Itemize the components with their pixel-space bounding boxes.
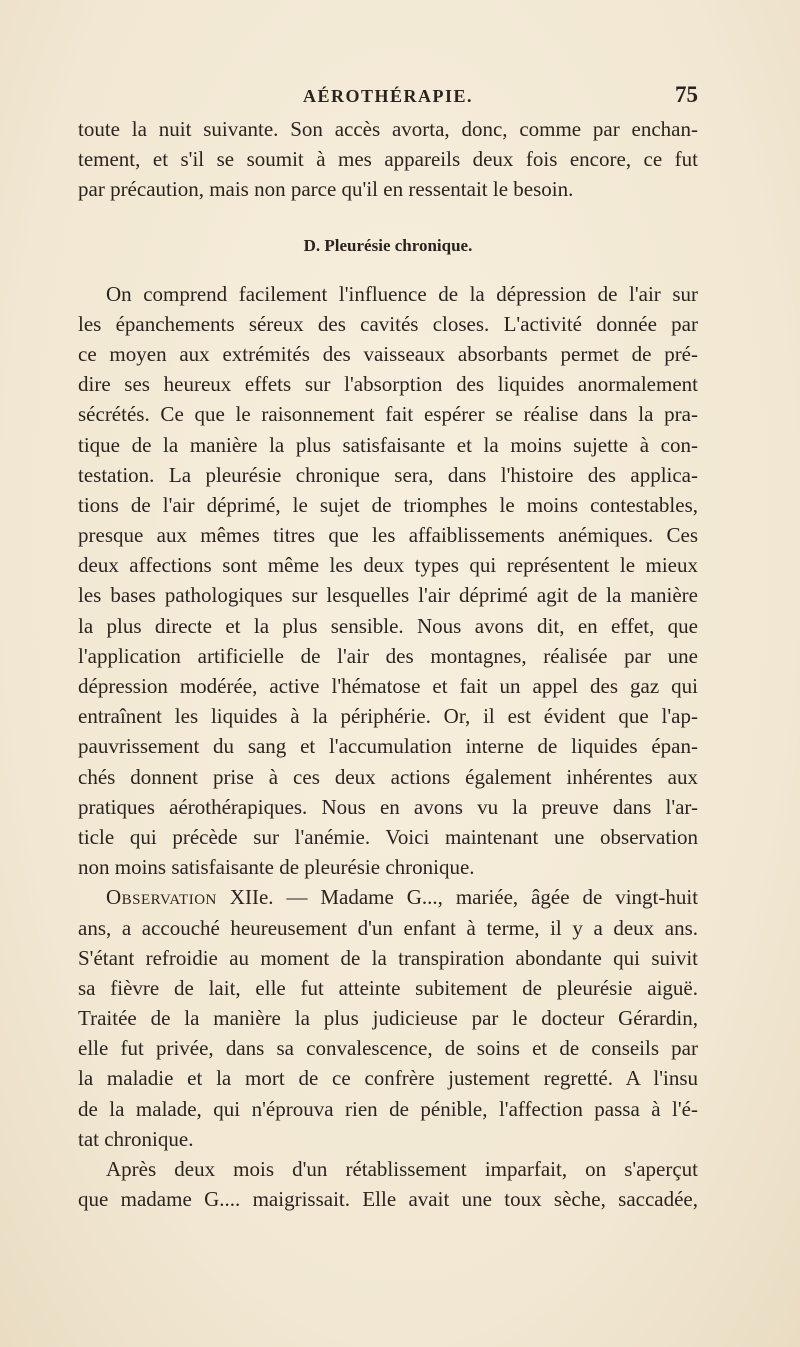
observation-label: Observation [106, 885, 217, 910]
observation-first-line: — Madame G..., mariée, âgée de vingt-huit [286, 885, 699, 910]
page-header [78, 82, 698, 112]
text-line: l'application artificielle de l'air des montagnes, réalisée par une [78, 643, 698, 668]
text-line: sa fièvre de lait, elle fut atteinte subitement de pleurésie aiguë. [78, 975, 698, 1000]
text-line: de la malade, qui n'éprouva rien de pénible, l'affection passa à l'é- [78, 1096, 698, 1121]
text-line: entraînent les liquides à la périphérie. Or, il est évident que l'ap- [78, 704, 698, 729]
text-line: ce moyen aux extrémités des vaisseaux absorbants permet de pré- [78, 341, 698, 366]
text-line: deux affections sont même les deux types qui représentent le mieux [78, 553, 698, 578]
running-head: AÉROTHÉRAPIE. [302, 86, 474, 106]
text-line: les bases pathologiques sur lesquelles l'air déprimé agit de la manière [78, 583, 698, 608]
text-line: par précaution, mais non parce qu'il en ressentait le besoin. [78, 177, 574, 202]
page-number: 75 [675, 82, 698, 107]
text-line: que madame G.... maigrissait. Elle avait une toux sèche, saccadée, [78, 1187, 698, 1212]
text-line: tat chronique. [78, 1126, 194, 1151]
text-line: pratiques aérothérapiques. Nous en avons vu la preuve dans l'ar- [78, 794, 698, 819]
text-line: tement, et s'il se soumit à mes appareils deux fois encore, ce fut [78, 147, 698, 172]
text-line: On comprend facilement l'influence de la dépression de l'air sur [106, 281, 698, 306]
text-line: testation. La pleurésie chronique sera, dans l'histoire des applica- [78, 462, 698, 487]
observation-number: XIIe. [229, 885, 274, 910]
text-line: ticle qui précède sur l'anémie. Voici maintenant une observation [78, 824, 698, 849]
text-line: la maladie et la mort de ce confrère justement regretté. A l'insu [78, 1066, 698, 1091]
text-line: presque aux mêmes titres que les affaiblissements anémiques. Ces [78, 523, 698, 548]
text-line: toute la nuit suivante. Son accès avorta, donc, comme par enchan- [78, 117, 698, 141]
text-line: les épanchements séreux des cavités closes. L'activité donnée par [78, 311, 698, 336]
text-line: Après deux mois d'un rétablissement imparfait, on s'aperçut [106, 1157, 698, 1181]
text-line: S'étant refroidie au moment de la transpiration abondante qui suivit [78, 945, 698, 970]
paragraph-apres [78, 1154, 698, 1214]
text-line [78, 882, 698, 912]
text-line: dépression modérée, active l'hématose et fait un appel des gaz qui [78, 674, 698, 698]
text-line: pauvrissement du sang et l'accumulation interne de liquides épan- [78, 734, 698, 759]
text-line: dire ses heureux effets sur l'absorption des liquides anormalement [78, 372, 698, 397]
paragraph-pleuresie [78, 279, 698, 883]
text-line: chés donnent prise à ces deux actions également inhérentes aux [78, 764, 698, 789]
text-line: tions de l'air déprimé, le sujet de triomphes le moins contestables, [78, 492, 698, 517]
section-title: D. Pleurésie chronique. [303, 235, 473, 255]
text-line: la plus directe et la plus sensible. Nous avons dit, en effet, que [78, 613, 698, 638]
text-line: non moins satisfaisante de pleurésie chronique. [78, 855, 475, 880]
paragraph-continuation [78, 114, 698, 205]
text-line: ans, a accouché heureusement d'un enfant à terme, il y a deux ans. [78, 915, 698, 940]
text-line: tique de la manière la plus satisfaisante et la moins sujette à con- [78, 432, 698, 457]
paragraph-observation [78, 882, 698, 1154]
body-text [78, 114, 698, 1214]
text-line: sécrétés. Ce que le raisonnement fait espérer se réalise dans la pra- [78, 402, 698, 427]
text-line: Traitée de la manière la plus judicieuse par le docteur Gérardin, [78, 1006, 698, 1031]
text-line: elle fut privée, dans sa convalescence, de soins et de conseils par [78, 1036, 698, 1061]
